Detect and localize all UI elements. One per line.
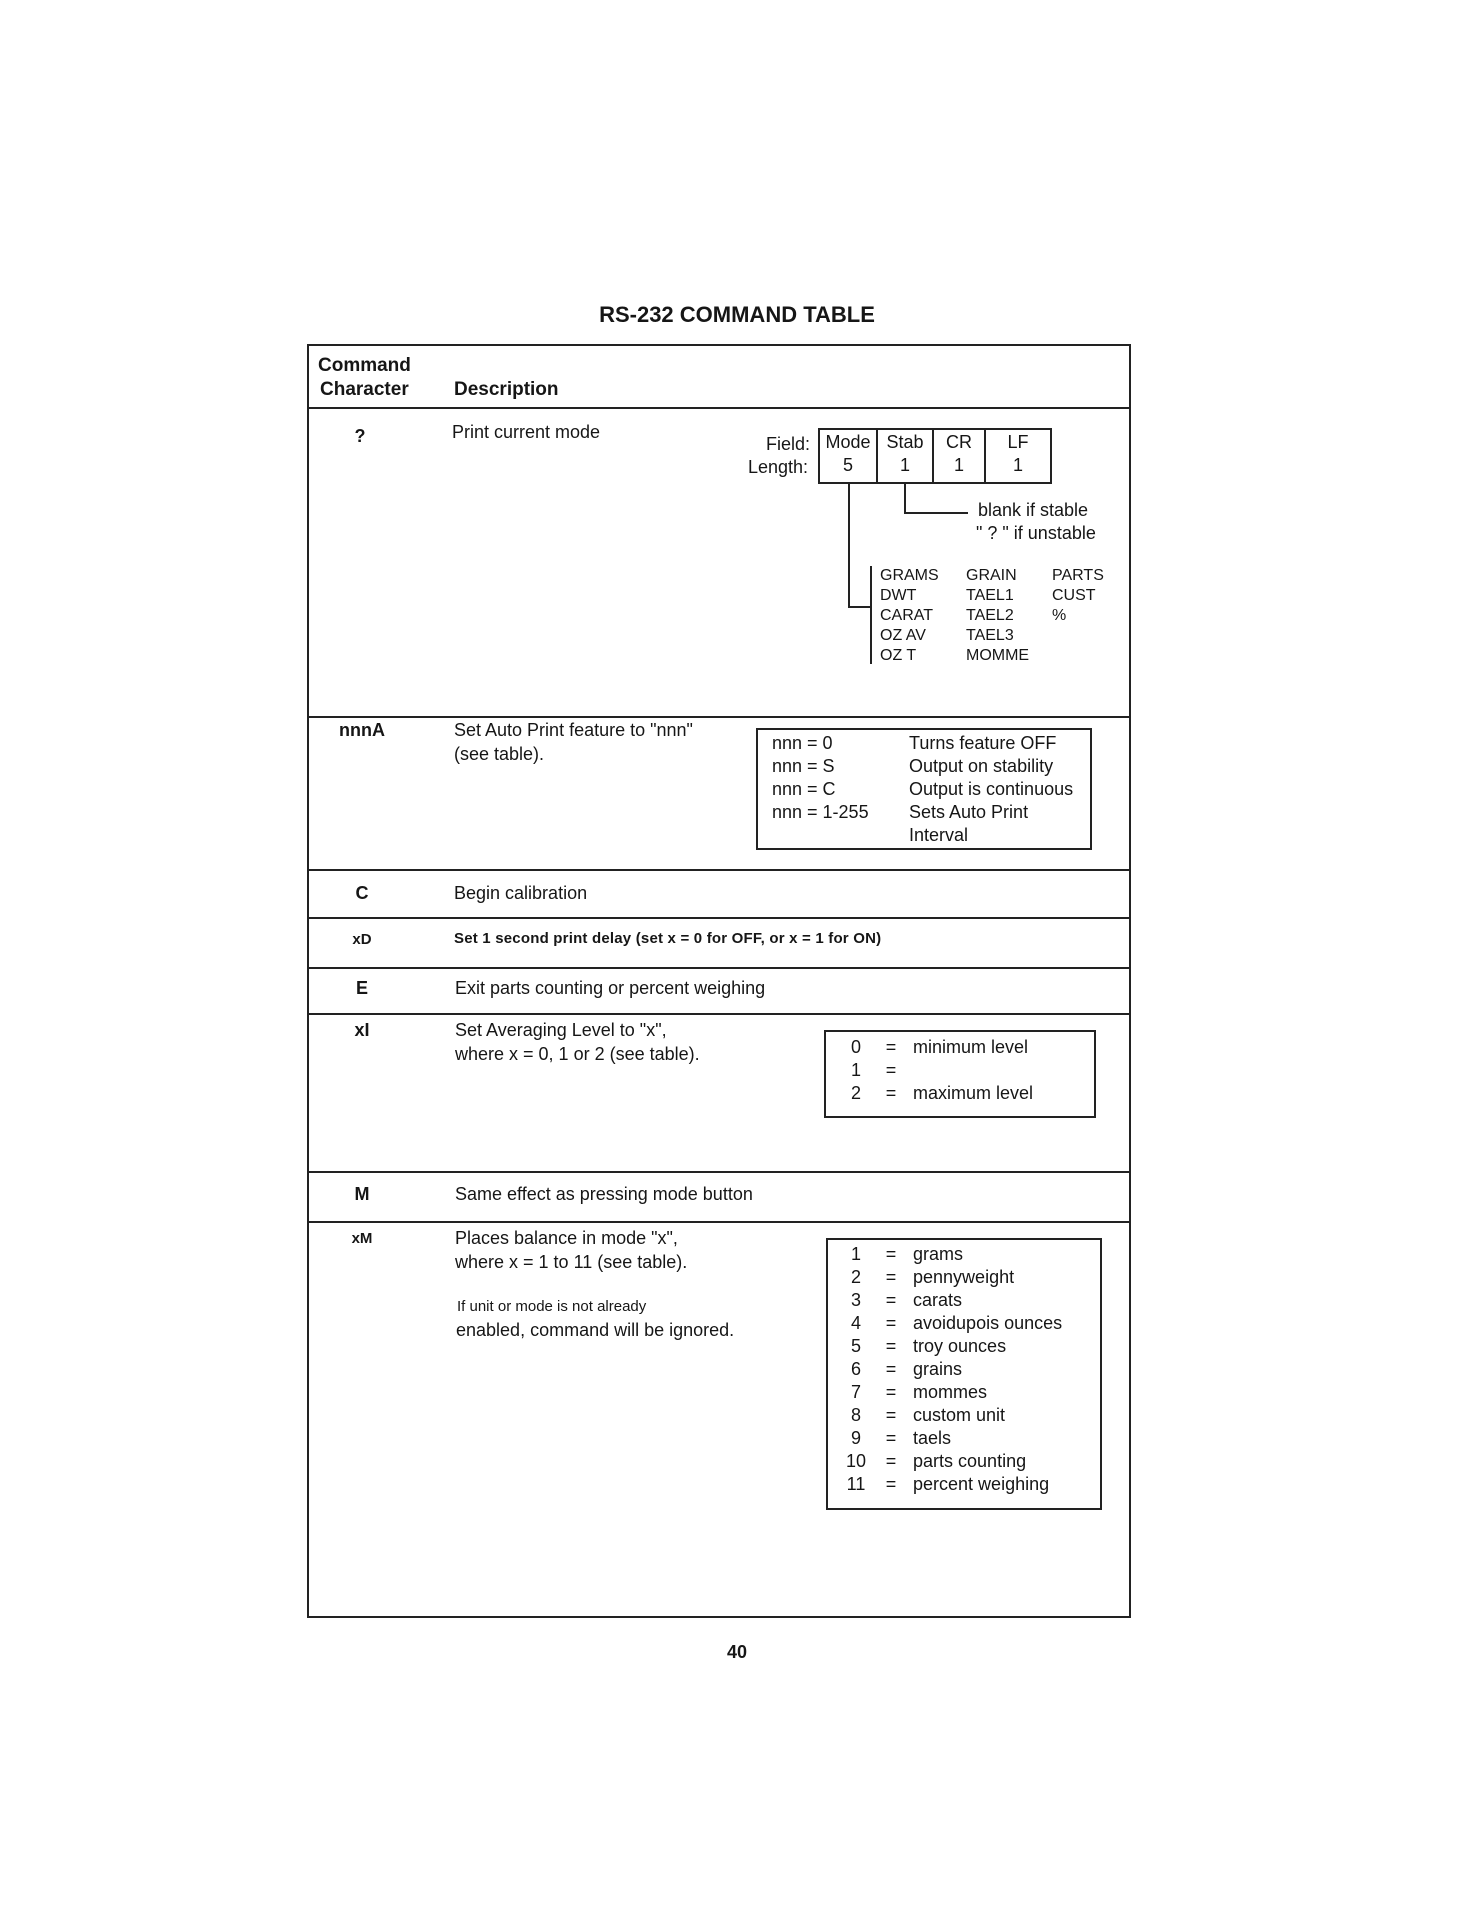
mode-name: TAEL3	[966, 627, 1014, 644]
option-value: Sets Auto Print	[909, 802, 1029, 822]
units-list	[838, 1243, 1062, 1496]
unit-row	[838, 1335, 1062, 1358]
averaging-levels	[838, 1036, 1033, 1105]
unit-number: 9	[850, 1428, 861, 1448]
mode-name: %	[1052, 607, 1067, 624]
description-averaging	[455, 1018, 700, 1066]
level-label: maximum level	[913, 1083, 1034, 1103]
unit-label: troy ounces	[913, 1336, 1007, 1356]
description-line: Places balance in mode "x",	[455, 1228, 678, 1248]
field-lf: LF	[1007, 432, 1029, 452]
unit-number: 4	[850, 1313, 861, 1333]
row-divider	[307, 917, 1131, 919]
header-command-line1: Command	[318, 355, 411, 376]
autoprint-values	[909, 732, 1073, 847]
level-row	[838, 1036, 1033, 1059]
length-stab: 1	[899, 455, 910, 475]
unit-row	[838, 1312, 1062, 1335]
unit-number: 3	[850, 1290, 861, 1310]
mode-name: TAEL1	[966, 587, 1014, 604]
unit-label: percent weighing	[913, 1474, 1050, 1494]
unit-equals: =	[885, 1267, 897, 1287]
unit-equals: =	[885, 1428, 897, 1448]
level-label: minimum level	[913, 1037, 1029, 1057]
mode-name: TAEL2	[966, 607, 1014, 624]
option-key: nnn = S	[772, 756, 835, 776]
description-calibration: Begin calibration	[454, 883, 588, 903]
unit-number: 8	[850, 1405, 861, 1425]
option-key: nnn = C	[772, 779, 836, 799]
unit-label: mommes	[913, 1382, 988, 1402]
unit-number: 2	[850, 1267, 861, 1287]
page-number: 40	[726, 1642, 748, 1662]
description-line: Set Auto Print feature to "nnn"	[454, 720, 693, 740]
unit-label: avoidupois ounces	[913, 1313, 1063, 1333]
mode-connector	[848, 484, 850, 608]
level-row	[838, 1059, 1033, 1082]
mode-name: GRAIN	[966, 567, 1017, 584]
mode-name: CARAT	[880, 607, 934, 624]
command-delay: xD	[352, 931, 372, 948]
modes-column-3	[1052, 566, 1104, 626]
unit-label: parts counting	[913, 1451, 1027, 1471]
field-stab: Stab	[886, 432, 924, 452]
row-divider	[307, 1171, 1131, 1173]
level-equals: =	[885, 1083, 897, 1103]
description-line: where x = 0, 1 or 2 (see table).	[455, 1044, 700, 1064]
unit-number: 10	[845, 1451, 867, 1471]
option-key: nnn = 1-255	[772, 802, 869, 822]
unit-equals: =	[885, 1451, 897, 1471]
row-divider	[307, 1013, 1131, 1015]
stab-connector	[904, 512, 968, 514]
option-value: Output is continuous	[909, 779, 1074, 799]
description-autoprint	[454, 718, 693, 766]
mode-name: CUST	[1052, 587, 1096, 604]
description-print: Print current mode	[452, 422, 601, 442]
mode-name: OZ AV	[880, 627, 926, 644]
field-cr: CR	[946, 432, 972, 452]
unit-row	[838, 1243, 1062, 1266]
unit-label: taels	[913, 1428, 952, 1448]
stab-note-stable: blank if stable	[978, 500, 1089, 520]
mode-connector	[848, 606, 870, 608]
stab-note-unstable: " ? " if unstable	[976, 523, 1096, 543]
command-calibration: C	[355, 883, 369, 903]
unit-row	[838, 1358, 1062, 1381]
modes-column-2	[966, 566, 1029, 666]
description-line: (see table).	[454, 744, 545, 764]
unit-label: grains	[913, 1359, 963, 1379]
description-mode: Same effect as pressing mode button	[455, 1184, 753, 1204]
option-value: Interval	[909, 825, 969, 845]
command-mode: M	[354, 1184, 370, 1204]
mode-name: OZ T	[880, 647, 917, 664]
unit-label: custom unit	[913, 1405, 1006, 1425]
description-line: where x = 1 to 11 (see table).	[455, 1252, 688, 1272]
length-label: Length:	[748, 457, 809, 477]
level-equals: =	[885, 1060, 897, 1080]
unit-row	[838, 1266, 1062, 1289]
option-value: Output on stability	[909, 756, 1054, 776]
description-delay: Set 1 second print delay (set x = 0 for OFF, or x = 1 for ON)	[454, 930, 882, 947]
unit-equals: =	[885, 1290, 897, 1310]
unit-equals: =	[885, 1313, 897, 1333]
length-cr: 1	[953, 455, 964, 475]
setmode-note-line1: If unit or mode is not already	[457, 1298, 647, 1315]
unit-label: carats	[913, 1290, 963, 1310]
mode-name: DWT	[880, 587, 917, 604]
level-equals: =	[885, 1037, 897, 1057]
unit-equals: =	[885, 1359, 897, 1379]
unit-equals: =	[885, 1244, 897, 1264]
row-divider	[307, 967, 1131, 969]
row-divider	[307, 1221, 1131, 1223]
option-key: nnn = 0	[772, 733, 833, 753]
level-row	[838, 1082, 1033, 1105]
command-setmode: xM	[351, 1230, 373, 1247]
modes-column-1	[880, 566, 939, 666]
mode-name: PARTS	[1052, 567, 1104, 584]
command-print: ?	[354, 426, 366, 446]
unit-equals: =	[885, 1405, 897, 1425]
level-number: 1	[850, 1060, 861, 1080]
unit-equals: =	[885, 1382, 897, 1402]
mode-name: MOMME	[966, 647, 1030, 664]
length-lf: 1	[1012, 455, 1023, 475]
header-command-line2: Character	[320, 379, 409, 400]
level-number: 0	[850, 1037, 861, 1057]
field-label: Field:	[766, 434, 811, 454]
unit-number: 6	[850, 1359, 861, 1379]
unit-row	[838, 1381, 1062, 1404]
unit-row	[838, 1450, 1062, 1473]
unit-number: 5	[850, 1336, 861, 1356]
field-mode: Mode	[825, 432, 871, 452]
unit-row	[838, 1427, 1062, 1450]
unit-label: grams	[913, 1244, 964, 1264]
row-divider	[307, 407, 1131, 409]
option-value: Turns feature OFF	[909, 733, 1057, 753]
mode-name: GRAMS	[880, 567, 939, 584]
header-description: Description	[454, 379, 559, 400]
unit-row	[838, 1289, 1062, 1312]
autoprint-keys	[772, 732, 869, 824]
unit-equals: =	[885, 1336, 897, 1356]
row-divider	[307, 869, 1131, 871]
setmode-note-line2: enabled, command will be ignored.	[456, 1320, 735, 1340]
unit-number: 1	[850, 1244, 861, 1264]
unit-number: 7	[850, 1382, 861, 1402]
unit-row	[838, 1473, 1062, 1496]
level-number: 2	[850, 1083, 861, 1103]
unit-number: 11	[846, 1474, 866, 1494]
description-exit: Exit parts counting or percent weighing	[455, 978, 766, 998]
page-title: RS-232 COMMAND TABLE	[599, 302, 875, 327]
length-mode: 5	[842, 455, 853, 475]
mode-bracket	[870, 566, 872, 664]
unit-row	[838, 1404, 1062, 1427]
command-exit: E	[355, 978, 368, 998]
unit-label: pennyweight	[913, 1267, 1015, 1287]
header-command	[318, 354, 411, 402]
description-line: Set Averaging Level to "x",	[455, 1020, 667, 1040]
row-divider	[307, 716, 1131, 718]
unit-equals: =	[885, 1474, 897, 1494]
command-autoprint: nnnA	[339, 720, 385, 740]
description-setmode	[455, 1226, 687, 1274]
command-averaging: xI	[354, 1020, 370, 1040]
stab-connector	[904, 484, 906, 514]
